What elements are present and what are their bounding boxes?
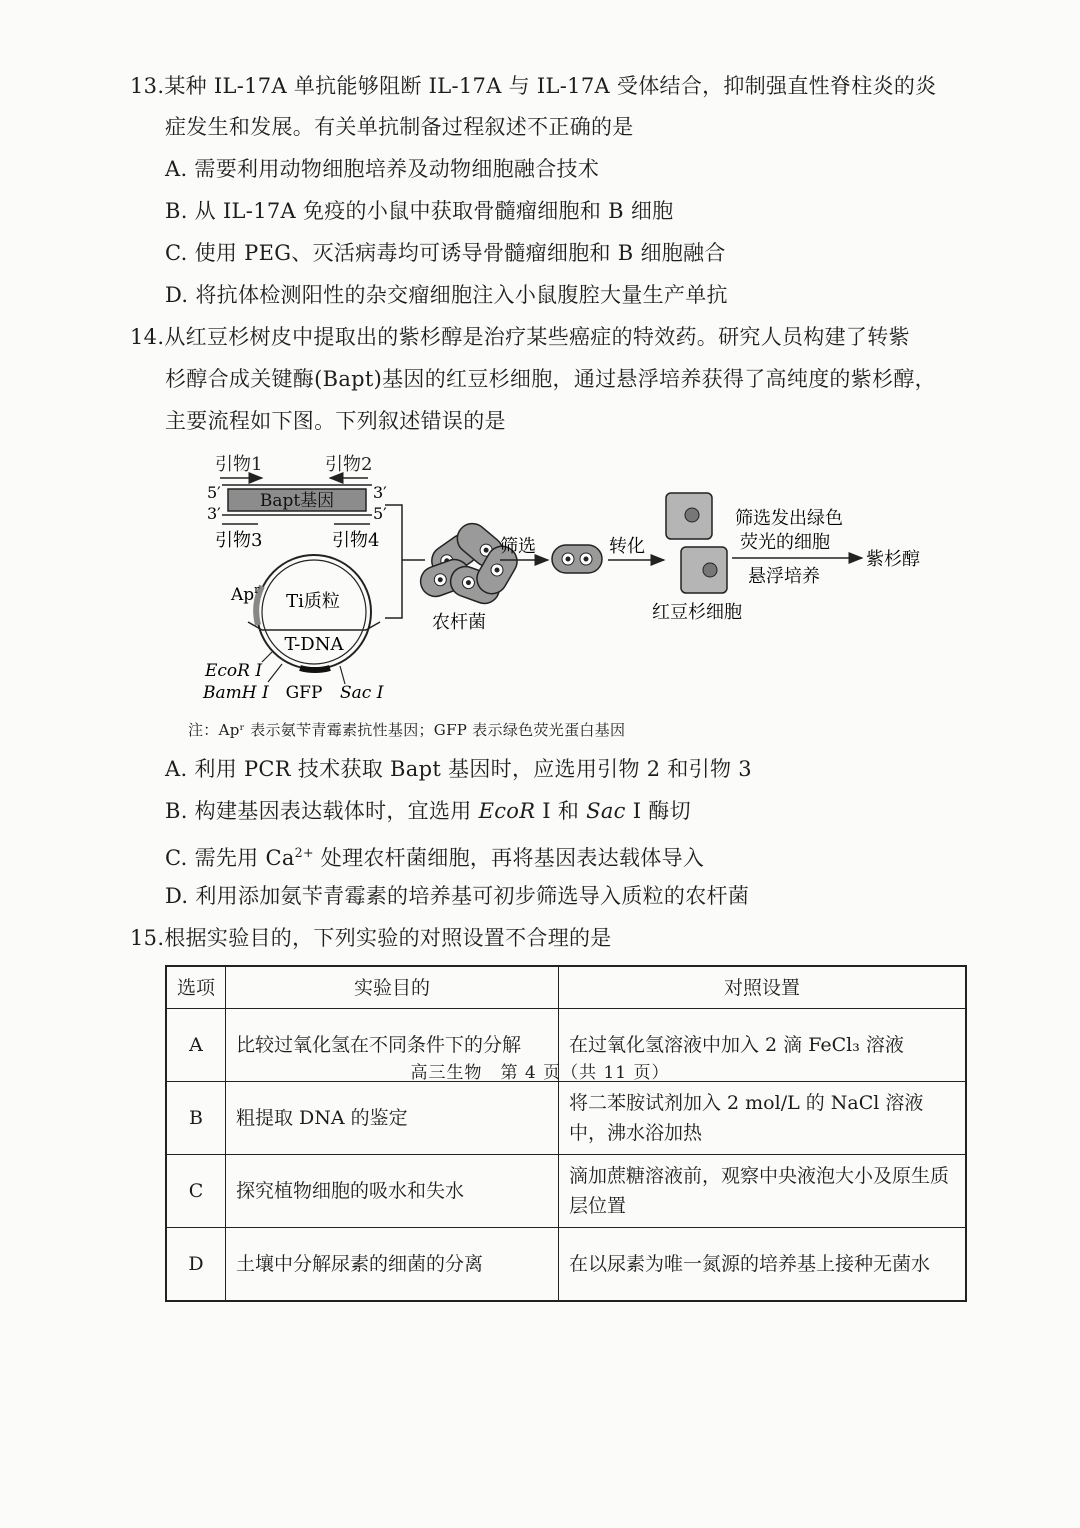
row-option: A [166, 1009, 226, 1082]
row-purpose: 比较过氧化氢在不同条件下的分解 [226, 1009, 559, 1082]
q14-stem-line2: 杉醇合成关键酶(Bapt)基因的红豆杉细胞，通过悬浮培养获得了高纯度的紫杉醇， [165, 367, 936, 391]
row-control: 滴加蔗糖溶液前，观察中央液泡大小及原生质层位置 [559, 1155, 967, 1228]
primer4-label: 引物4 [332, 530, 380, 551]
q14-number: 14. [130, 325, 165, 349]
three-prime-bottom: 3′ [207, 504, 221, 523]
row-purpose: 粗提取 DNA 的鉴定 [226, 1082, 559, 1155]
header-purpose: 实验目的 [226, 966, 559, 1009]
tdna-bracket-line [248, 622, 380, 630]
primer2-label: 引物2 [325, 454, 373, 475]
ecori-pointer [262, 652, 272, 662]
suspension-label: 悬浮培养 [748, 566, 820, 587]
experiment-table [165, 965, 967, 1302]
q13-option-a: A. 需要利用动物细胞培养及动物细胞融合技术 [165, 157, 600, 181]
q14-stem-line1: 14.从红豆杉树皮中提取出的紫杉醇是治疗某些癌症的特效药。研究人员构建了转紫 [130, 325, 910, 349]
q13-option-b: B. 从 IL-17A 免疫的小鼠中获取骨髓瘤细胞和 B 细胞 [165, 199, 674, 223]
tdna-label: T-DNA [284, 634, 344, 655]
ti-plasmid-label: Ti质粒 [286, 591, 340, 612]
header-option: 选项 [166, 966, 226, 1009]
page-footer: 高三生物 第 4 页（共 11 页） [410, 1063, 670, 1083]
q14-option-a: A. 利用 PCR 技术获取 Bapt 基因时，应选用引物 2 和引物 3 [165, 757, 752, 781]
bapt-gene-label: Bapt基因 [259, 491, 335, 511]
gfp-label: GFP [285, 683, 323, 703]
primer3-label: 引物3 [215, 530, 263, 551]
agrobacterium-cluster-icon [416, 517, 522, 607]
yew-cell-bottom-icon [681, 547, 727, 593]
row-purpose: 探究植物细胞的吸水和失水 [226, 1155, 559, 1228]
screen-green-line2: 荧光的细胞 [740, 532, 830, 553]
row-control: 在以尿素为唯一氮源的培养基上接种无菌水 [559, 1228, 967, 1302]
q13-option-d: D. 将抗体检测阳性的杂交瘤细胞注入小鼠腹腔大量生产单抗 [165, 283, 728, 307]
screen-green-line1: 筛选发出绿色 [735, 508, 843, 529]
saci-pointer [340, 666, 345, 684]
saci-label: Sac Ⅰ [340, 683, 384, 703]
q15-stem: 15.根据实验目的，下列实验的对照设置不合理的是 [130, 926, 612, 950]
transform-label: 转化 [609, 536, 645, 557]
apr-label: Ap$^r$ [231, 583, 260, 605]
yew-cells-label: 红豆杉细胞 [652, 602, 742, 623]
diagram-note: 注：Apʳ 表示氨苄青霉素抗性基因；GFP 表示绿色荧光蛋白基因 [188, 721, 626, 739]
table-row [166, 1155, 966, 1228]
gfp-gene-segment [300, 668, 330, 670]
q14-option-b: B. 构建基因表达载体时，宜选用 EcoR Ⅰ 和 Sac Ⅰ 酶切 [165, 799, 691, 823]
gene-cloning-diagram [0, 0, 1080, 740]
q13-number: 13. [130, 74, 165, 98]
q14-option-d: D. 利用添加氨苄青霉素的培养基可初步筛选导入质粒的农杆菌 [165, 884, 750, 908]
table-header-row [166, 966, 966, 1009]
q13-option-c: C. 使用 PEG、灭活病毒均可诱导骨髓瘤细胞和 B 细胞融合 [165, 241, 726, 265]
yew-cell-top-icon [666, 493, 712, 539]
primer1-label: 引物1 [215, 454, 263, 475]
five-prime-top: 5′ [207, 483, 221, 502]
row-control: 在过氧化氢溶液中加入 2 滴 FeCl₃ 溶液 [559, 1009, 967, 1082]
table-row [166, 1082, 966, 1155]
table-row [166, 1228, 966, 1302]
q14-option-c: C. 需先用 $Ca^{2+}$ 处理农杆菌细胞，再将基因表达载体导入 [165, 845, 705, 870]
q14-stem-line3: 主要流程如下图。下列叙述错误的是 [165, 409, 506, 433]
saci-enzyme-name: Sac [586, 799, 626, 823]
row-option: D [166, 1228, 226, 1302]
selected-agrobacterium-icon [552, 545, 602, 573]
q15-number: 15. [130, 926, 165, 950]
header-control: 对照设置 [559, 966, 967, 1009]
bamhi-pointer [268, 664, 282, 682]
bracket [385, 505, 425, 618]
row-option: B [166, 1082, 226, 1155]
q13-stem-line2: 症发生和发展。有关单抗制备过程叙述不正确的是 [165, 115, 634, 139]
taxol-label: 紫杉醇 [866, 549, 920, 570]
q13-stem-line1: 13.某种 IL-17A 单抗能够阻断 IL-17A 与 IL-17A 受体结合，抑制强直性脊柱炎的炎 [130, 74, 937, 98]
row-option: C [166, 1155, 226, 1228]
row-control: 将二苯胺试剂加入 2 mol/L 的 NaCl 溶液中，沸水浴加热 [559, 1082, 967, 1155]
agrobacterium-label: 农杆菌 [432, 612, 486, 633]
three-prime-top: 3′ [373, 483, 387, 502]
screen-label: 筛选 [500, 536, 536, 557]
five-prime-bottom: 5′ [373, 504, 387, 523]
bamhi-label: BamH Ⅰ [203, 683, 269, 703]
ecori-enzyme-name: EcoR [478, 799, 536, 823]
ecori-label: EcoR Ⅰ [205, 661, 263, 681]
row-purpose: 土壤中分解尿素的细菌的分离 [226, 1228, 559, 1302]
